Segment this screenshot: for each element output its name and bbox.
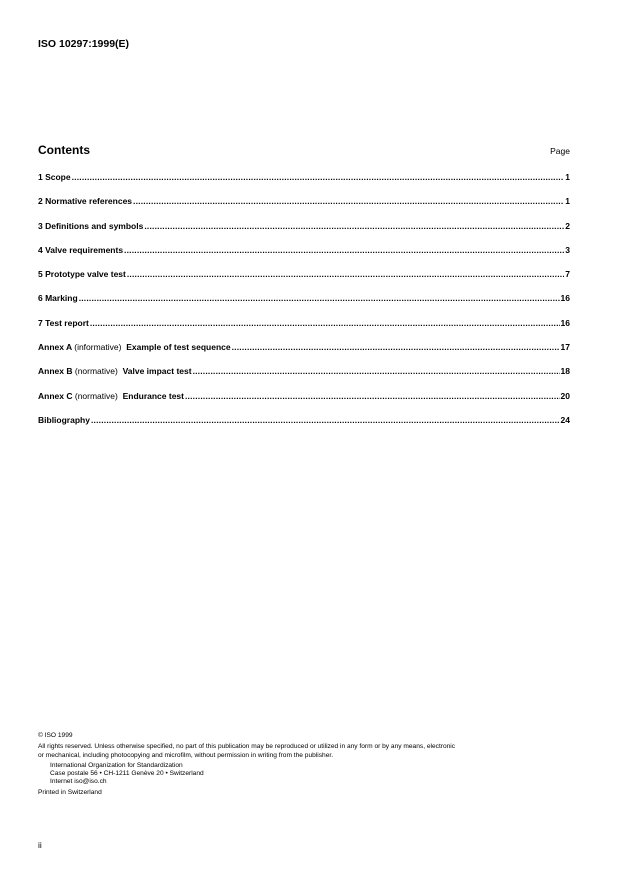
annex-title: Valve impact test bbox=[122, 366, 192, 377]
toc-page-number: 16 bbox=[560, 317, 570, 328]
toc-page-number: 2 bbox=[565, 220, 570, 231]
org-address: Case postale 56 • CH-1211 Genève 20 • Switzerland bbox=[50, 770, 204, 778]
table-of-contents bbox=[38, 172, 570, 439]
printed-in: Printed in Switzerland bbox=[38, 788, 102, 796]
page-column-label: Page bbox=[550, 146, 570, 156]
toc-entry-test-report[interactable] bbox=[38, 318, 570, 342]
toc-dot-leader bbox=[133, 196, 564, 207]
toc-entry-valve-requirements[interactable] bbox=[38, 245, 570, 269]
rights-line: or mechanical, including photocopying and microfilm, without permission in writing from the publisher. bbox=[38, 751, 334, 759]
toc-dot-leader bbox=[193, 366, 560, 377]
toc-page-number: 1 bbox=[565, 196, 570, 207]
toc-dot-leader bbox=[144, 221, 564, 232]
toc-entry-scope[interactable] bbox=[38, 172, 570, 196]
toc-entry-label bbox=[38, 391, 184, 402]
toc-entry-definitions[interactable] bbox=[38, 221, 570, 245]
rights-statement bbox=[38, 743, 578, 760]
toc-entry-label: 7 Test report bbox=[38, 317, 89, 328]
toc-entry-annex-a[interactable] bbox=[38, 342, 570, 366]
annex-label: Annex C bbox=[38, 390, 73, 401]
org-internet: Internet iso@iso.ch bbox=[50, 778, 107, 786]
toc-entry-prototype-valve-test[interactable] bbox=[38, 269, 570, 293]
toc-dot-leader bbox=[72, 172, 565, 183]
toc-dot-leader bbox=[185, 391, 560, 402]
toc-entry-label: Bibliography bbox=[38, 414, 90, 425]
toc-entry-label: 2 Normative references bbox=[38, 196, 133, 207]
toc-dot-leader bbox=[90, 318, 560, 329]
toc-entry-annex-c[interactable] bbox=[38, 391, 570, 415]
toc-entry-label bbox=[38, 342, 231, 353]
toc-entry-label: 6 Marking bbox=[38, 293, 78, 304]
toc-dot-leader bbox=[91, 415, 560, 426]
annex-type: (informative) bbox=[74, 342, 122, 353]
toc-dot-leader bbox=[127, 269, 564, 280]
toc-page-number: 16 bbox=[560, 293, 570, 304]
toc-entry-label: 5 Prototype valve test bbox=[38, 269, 126, 280]
toc-dot-leader bbox=[232, 342, 560, 353]
toc-entry-marking[interactable] bbox=[38, 293, 570, 317]
copyright-line: © ISO 1999 bbox=[38, 732, 73, 739]
toc-page-number: 20 bbox=[560, 390, 570, 401]
publisher-address bbox=[38, 762, 578, 787]
annex-label: Annex B bbox=[38, 366, 73, 377]
toc-entry-label: 4 Valve requirements bbox=[38, 244, 124, 255]
toc-entry-normative-references[interactable] bbox=[38, 196, 570, 220]
toc-dot-leader bbox=[124, 245, 564, 256]
toc-page-number: 18 bbox=[560, 366, 570, 377]
toc-entry-label bbox=[38, 366, 192, 377]
contents-header bbox=[38, 143, 570, 159]
toc-page-number: 1 bbox=[565, 172, 570, 182]
toc-page-number: 17 bbox=[560, 342, 570, 353]
toc-page-number: 24 bbox=[560, 414, 570, 425]
copyright-footer bbox=[38, 732, 578, 797]
document-id: ISO 10297:1999(E) bbox=[38, 38, 130, 50]
annex-type: (normative) bbox=[74, 390, 118, 401]
toc-entry-label: 3 Definitions and symbols bbox=[38, 220, 144, 231]
annex-label: Annex A bbox=[38, 342, 72, 353]
toc-dot-leader bbox=[79, 293, 560, 304]
toc-page-number: 7 bbox=[565, 269, 570, 280]
toc-entry-label: 1 Scope bbox=[38, 172, 71, 182]
rights-line: All rights reserved. Unless otherwise specified, no part of this publication may be reproduced or utilized in any form or by any means, electronic bbox=[38, 743, 456, 751]
toc-entry-bibliography[interactable] bbox=[38, 415, 570, 439]
annex-title: Example of test sequence bbox=[126, 342, 231, 353]
toc-page-number: 3 bbox=[565, 244, 570, 255]
org-name: International Organization for Standardization bbox=[50, 761, 183, 769]
annex-type: (normative) bbox=[74, 366, 118, 377]
toc-entry-annex-b[interactable] bbox=[38, 366, 570, 390]
contents-title: Contents bbox=[38, 143, 90, 157]
annex-title: Endurance test bbox=[122, 390, 184, 401]
page-number: ii bbox=[38, 840, 42, 850]
